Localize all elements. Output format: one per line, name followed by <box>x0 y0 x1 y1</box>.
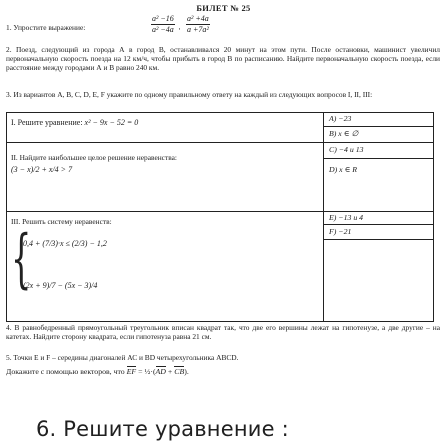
task-5-vector-statement <box>6 367 189 377</box>
vector-ad: AD <box>155 367 166 376</box>
task-2-text: 2. Поезд, следующий из города А в город В, останавливался 20 минут на этом пути. После остановки, машинист увеличил первоначальную скорость поезда на 12 км/ч, чтобы прибыть в город В по расписанию. Найдите первоначальную скорость поезда, если расстояние между городами А и В равно 240 км. <box>6 45 440 73</box>
vector-close: ). <box>184 367 189 376</box>
vector-cb: CB <box>174 367 185 376</box>
question-1 <box>11 118 138 128</box>
vector-plus: + <box>165 367 175 376</box>
fraction-1-numerator: a² −16 <box>152 14 174 23</box>
system-brace-icon: { <box>11 222 32 296</box>
answer-d: D) x ∈ R <box>329 165 358 174</box>
answer-divider-4 <box>323 239 433 240</box>
table-divider-vertical <box>323 113 324 321</box>
system-line-2: (2x + 9)/7 − (5x − 3)/4 <box>23 281 98 290</box>
answer-e: E) −13 и 4 <box>329 213 364 222</box>
fraction-2-numerator: a² +4a <box>187 14 209 23</box>
answer-table <box>6 112 434 322</box>
fraction-1-denominator: a² −4a <box>152 24 174 34</box>
ticket-title: БИЛЕТ № 25 <box>196 3 251 13</box>
answer-divider-2 <box>323 158 433 159</box>
inequality-system <box>11 222 131 311</box>
task-6-heading: 6. Решите уравнение : <box>36 417 289 441</box>
task-5-text: 5. Точки Е и F – середины диагоналей АС и BD четырехугольника ABCD. <box>6 353 239 362</box>
table-divider-row-1 <box>7 142 433 143</box>
answer-f: F) −21 <box>329 227 352 236</box>
answer-divider-1 <box>323 126 433 127</box>
vector-equals-half: = ½·( <box>136 367 156 376</box>
task-1-fraction-1 <box>151 14 175 35</box>
question-2-label: II. Найдите наибольшее целое решение неравенства: <box>11 153 177 162</box>
answer-divider-3 <box>323 224 433 225</box>
task-1 <box>6 14 426 44</box>
system-line-1: 0,4 + (7/3)·x ≤ (2/3) − 1,2 <box>23 239 107 248</box>
task-5-prove-text: Докажите с помощью векторов, что <box>6 367 125 376</box>
question-2-inequality: (3 − x)/2 + x/4 > 7 <box>11 165 73 174</box>
vector-ef: EF <box>126 367 137 376</box>
table-divider-row-2 <box>7 211 433 212</box>
task-1-label: 1. Упростите выражение: <box>6 23 86 32</box>
question-3-label: III. Решить систему неравенств: <box>11 217 112 226</box>
task-3-text: 3. Из вариантов А, В, С, D, Е, F укажите по одному правильному ответу на каждый из следующих вопросов I, II, III: <box>6 90 373 99</box>
task-1-fraction-2 <box>186 14 210 35</box>
question-1-equation: x² − 9x − 52 = 0 <box>84 118 139 127</box>
multiply-dot: · <box>178 24 181 34</box>
answer-c: C) −4 и 13 <box>329 145 364 154</box>
task-4-text: 4. В равнобедренный прямоугольный треугольник вписан квадрат так, что две его вершины лежат на гипотенузе, а две другие – на катетах. Найдите сторону квадрата, если гипотенуза равна 21 см. <box>6 323 440 342</box>
answer-b: B) x ∈ ∅ <box>329 129 359 138</box>
question-1-label: I. Решите уравнение: <box>11 118 83 127</box>
fraction-2-denominator: a +7a² <box>187 24 209 34</box>
answer-a: A) −23 <box>329 114 352 123</box>
